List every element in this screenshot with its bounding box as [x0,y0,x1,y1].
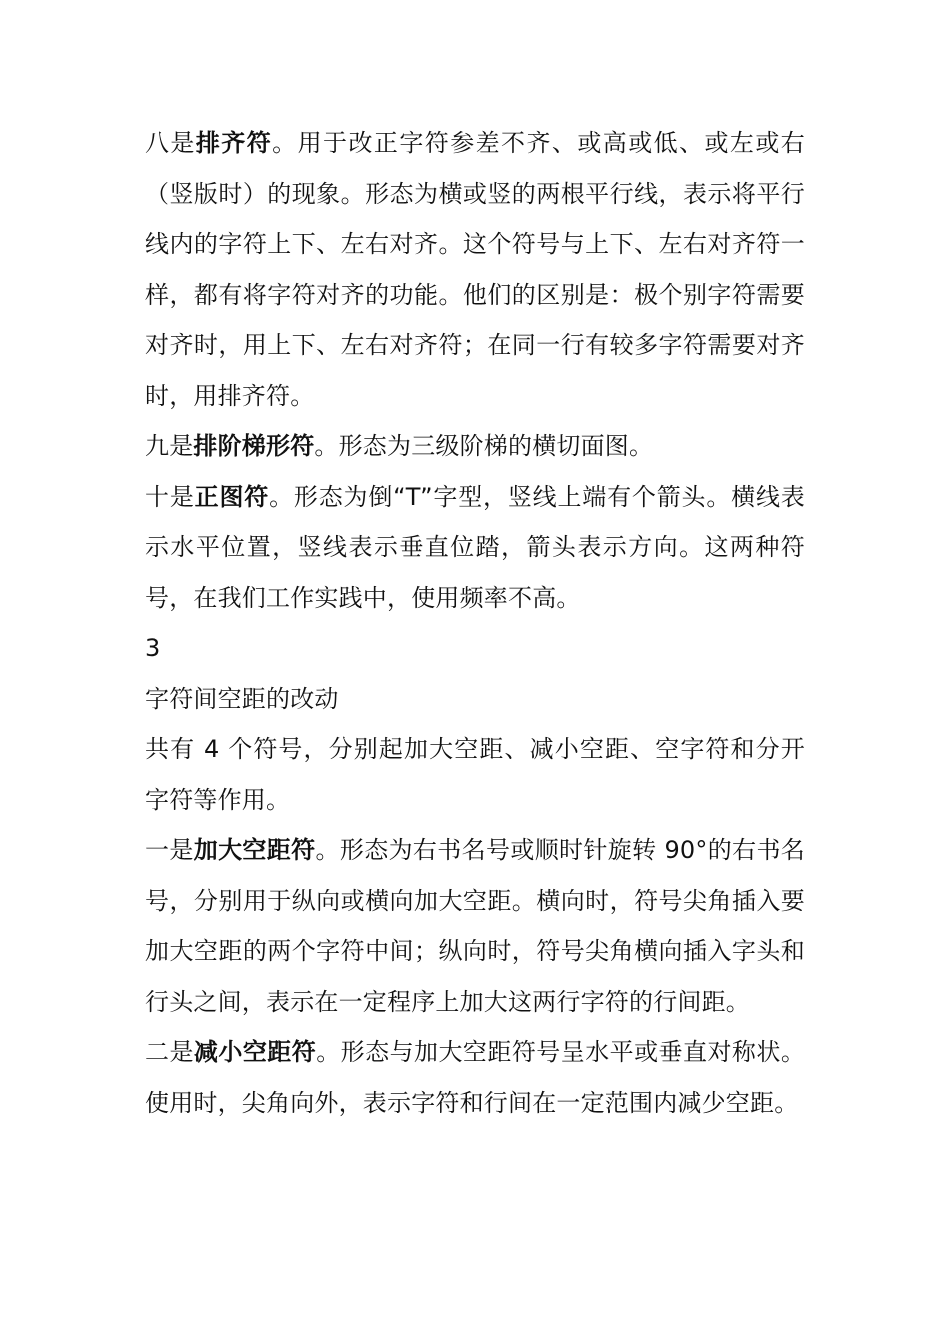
paragraph-text: 。形态为倒“T”字型，竖线上端有个箭头。横线表示水平位置，竖线表示垂直位踏，箭头表示方向。这两种符号，在我们工作实践中，使用频率不高。 [145,482,805,612]
paragraph-intro [145,724,805,825]
paragraph-text: 。形态为三级阶梯的横切面图。 [314,432,654,460]
term-bold: 减小空距符 [193,1038,317,1066]
paragraph-prefix: 一是 [145,836,194,864]
paragraph-text: 共有 4 个符号，分别起加大空距、减小空距、空字符和分开字符等作用。 [145,735,805,814]
term-bold: 加大空距符 [193,836,316,864]
paragraph-text: 。形态为右书名号或顺时针旋转 90°的右书名号，分别用于纵向或横向加大空距。横向时，符号尖角插入要加大空距的两个字符中间；纵向时，符号尖角横向插入字头和行头之间，表示在一定程序上加大这两行字符的行间距。 [145,836,806,1016]
paragraph-text: 。用于改正字符参差不齐、或高或低、或左或右（竖版时）的现象。形态为横或竖的两根平行线，表示将平行线内的字符上下、左右对齐。这个符号与上下、左右对齐符一样，都有将字符对齐的功能。他们的区别是：极个别字符需要对齐时，用上下、左右对齐符；在同一行有较多字符需要对齐时，用排齐符。 [145,129,805,410]
section-number [145,623,805,674]
section-heading-text: 字符间空距的改动 [145,684,339,713]
document-body [145,118,805,1128]
paragraph-upright-mark [145,472,805,624]
section-number-text: 3 [145,634,161,662]
term-bold: 正图符 [194,482,270,511]
paragraph-prefix: 九是 [145,432,194,460]
term-bold: 排齐符 [195,129,273,157]
term-bold: 排阶梯形符 [193,432,315,460]
paragraph-prefix: 八是 [145,129,196,157]
paragraph-text: 。形态与加大空距符号呈水平或垂直对称状。使用时，尖角向外，表示字符和行间在一定范围内减少空距。 [145,1038,806,1117]
paragraph-step-mark [145,421,805,472]
section-heading [145,674,805,725]
paragraph-prefix: 二是 [145,1038,194,1066]
paragraph-decrease-space [145,1027,805,1128]
paragraph-increase-space [145,825,805,1027]
paragraph-align-mark [145,118,805,421]
paragraph-prefix: 十是 [145,482,195,511]
